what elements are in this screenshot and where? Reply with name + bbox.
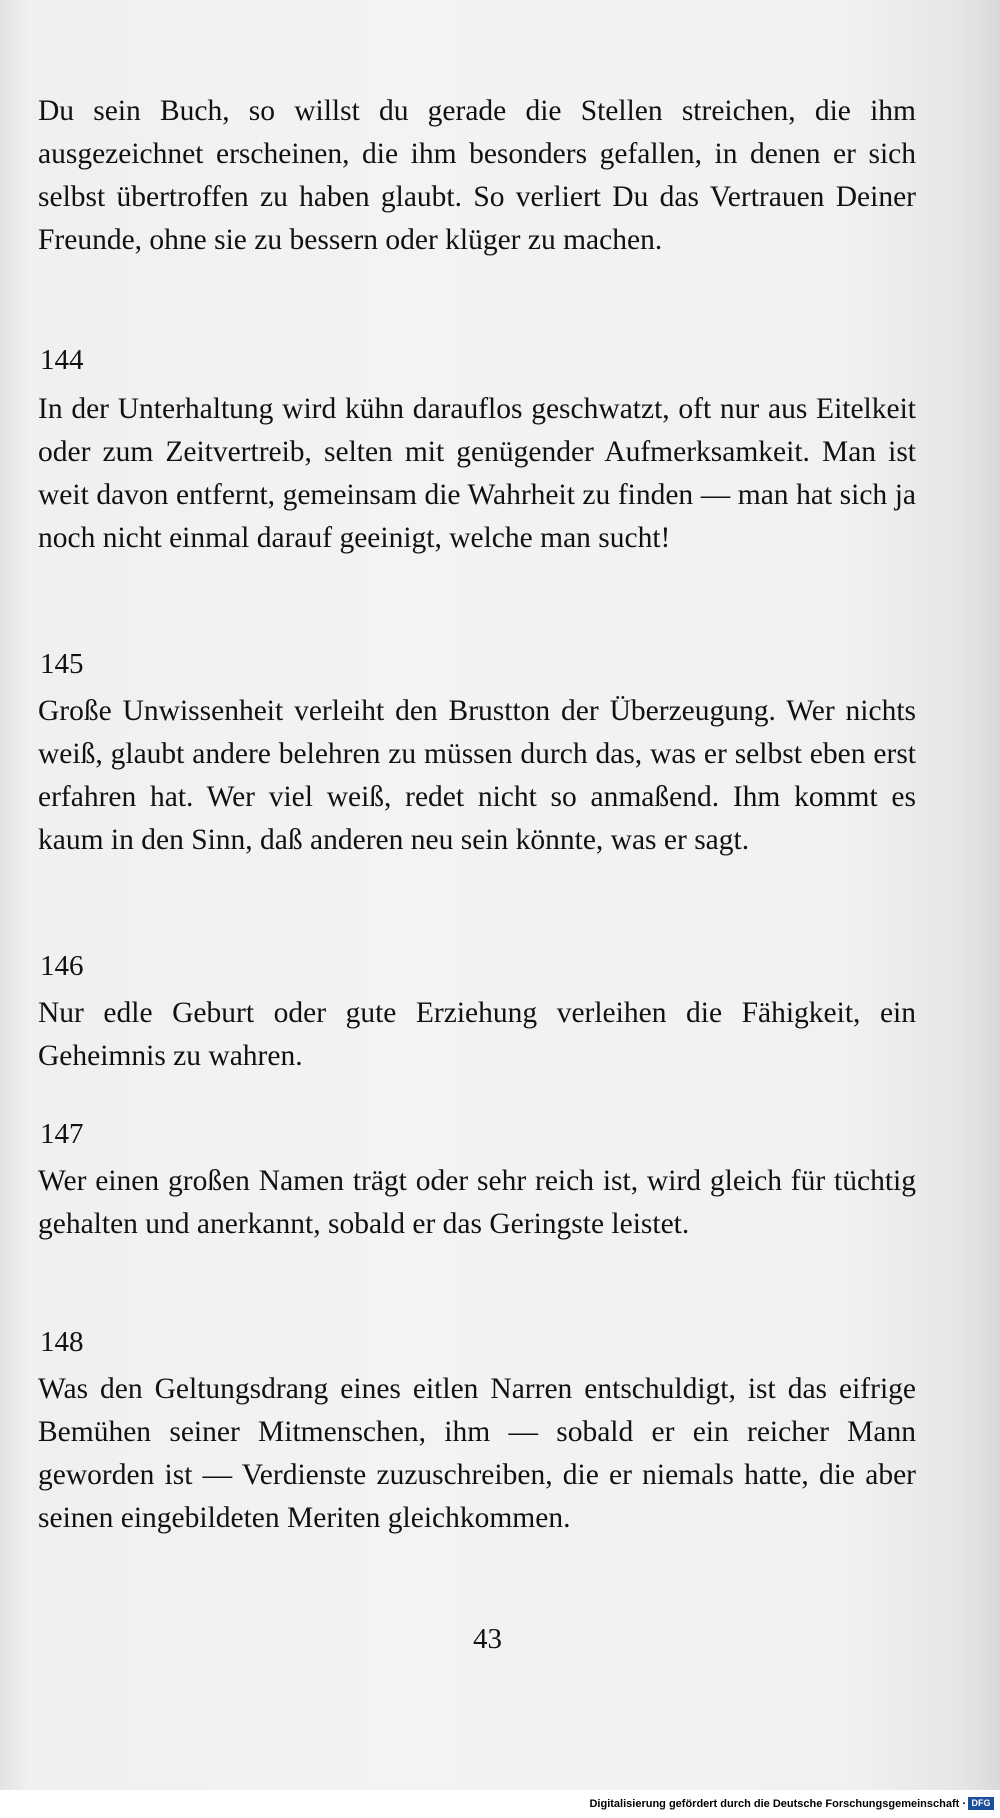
entry-text-146: Nur edle Geburt oder gute Erziehung verleihen die Fähigkeit, ein Geheimnis zu wahren. [38,997,916,1072]
entry-number-148: 148 [40,1326,84,1358]
entry-number-146: 146 [40,950,84,982]
entry-text-145: Große Unwissenheit verleiht den Brustton der Überzeugung. Wer nichts weiß, glaubt andere belehren zu müssen durch das, was er selbst eben erst erfahren hat. Wer viel weiß, redet nicht so anmaßend. Ihm kommt es kaum in den Sinn, daß anderen neu sein könnte, was er sagt. [38,695,916,856]
dfg-logo-icon: DFG [968,1797,994,1810]
entry-text-144: In der Unterhaltung wird kühn darauflos geschwatzt, oft nur aus Eitelkeit oder zum Zeitvertreib, selten mit genügender Aufmerksamkeit. Man ist weit davon entfernt, gemeinsam die Wahrheit zu finden — man hat sich ja noch nicht einmal darauf geeinigt, welche man sucht! [38,393,916,554]
page-number: 43 [473,1623,502,1655]
footer-credit: Digitalisierung gefördert durch die Deutsche Forschungsgemeinschaft · [589,1798,966,1810]
entry-text-148: Was den Geltungsdrang eines eitlen Narren entschuldigt, ist das eifrige Bemühen seiner Mitmenschen, ihm — sobald er ein reicher Mann geworden ist — Verdienste zuzuschreiben, die er niemals hatte, die aber seinen eingebildeten Meriten gleichkommen. [38,1373,916,1534]
entry-number-145: 145 [40,648,84,680]
paragraph-intro: Du sein Buch, so willst du gerade die Stellen streichen, die ihm ausgezeichnet erscheinen, die ihm besonders gefallen, in denen er sich selbst übertroffen zu haben glaubt. So verliert Du das Vertrauen Deiner Freunde, ohne sie zu bessern oder klüger zu machen. [38,95,916,256]
footer-bar [0,1790,1000,1818]
entry-number-147: 147 [40,1118,84,1150]
entry-number-144: 144 [40,344,84,376]
entry-text-147: Wer einen großen Namen trägt oder sehr reich ist, wird gleich für tüchtig gehalten und anerkannt, sobald er das Geringste leistet. [38,1165,916,1240]
